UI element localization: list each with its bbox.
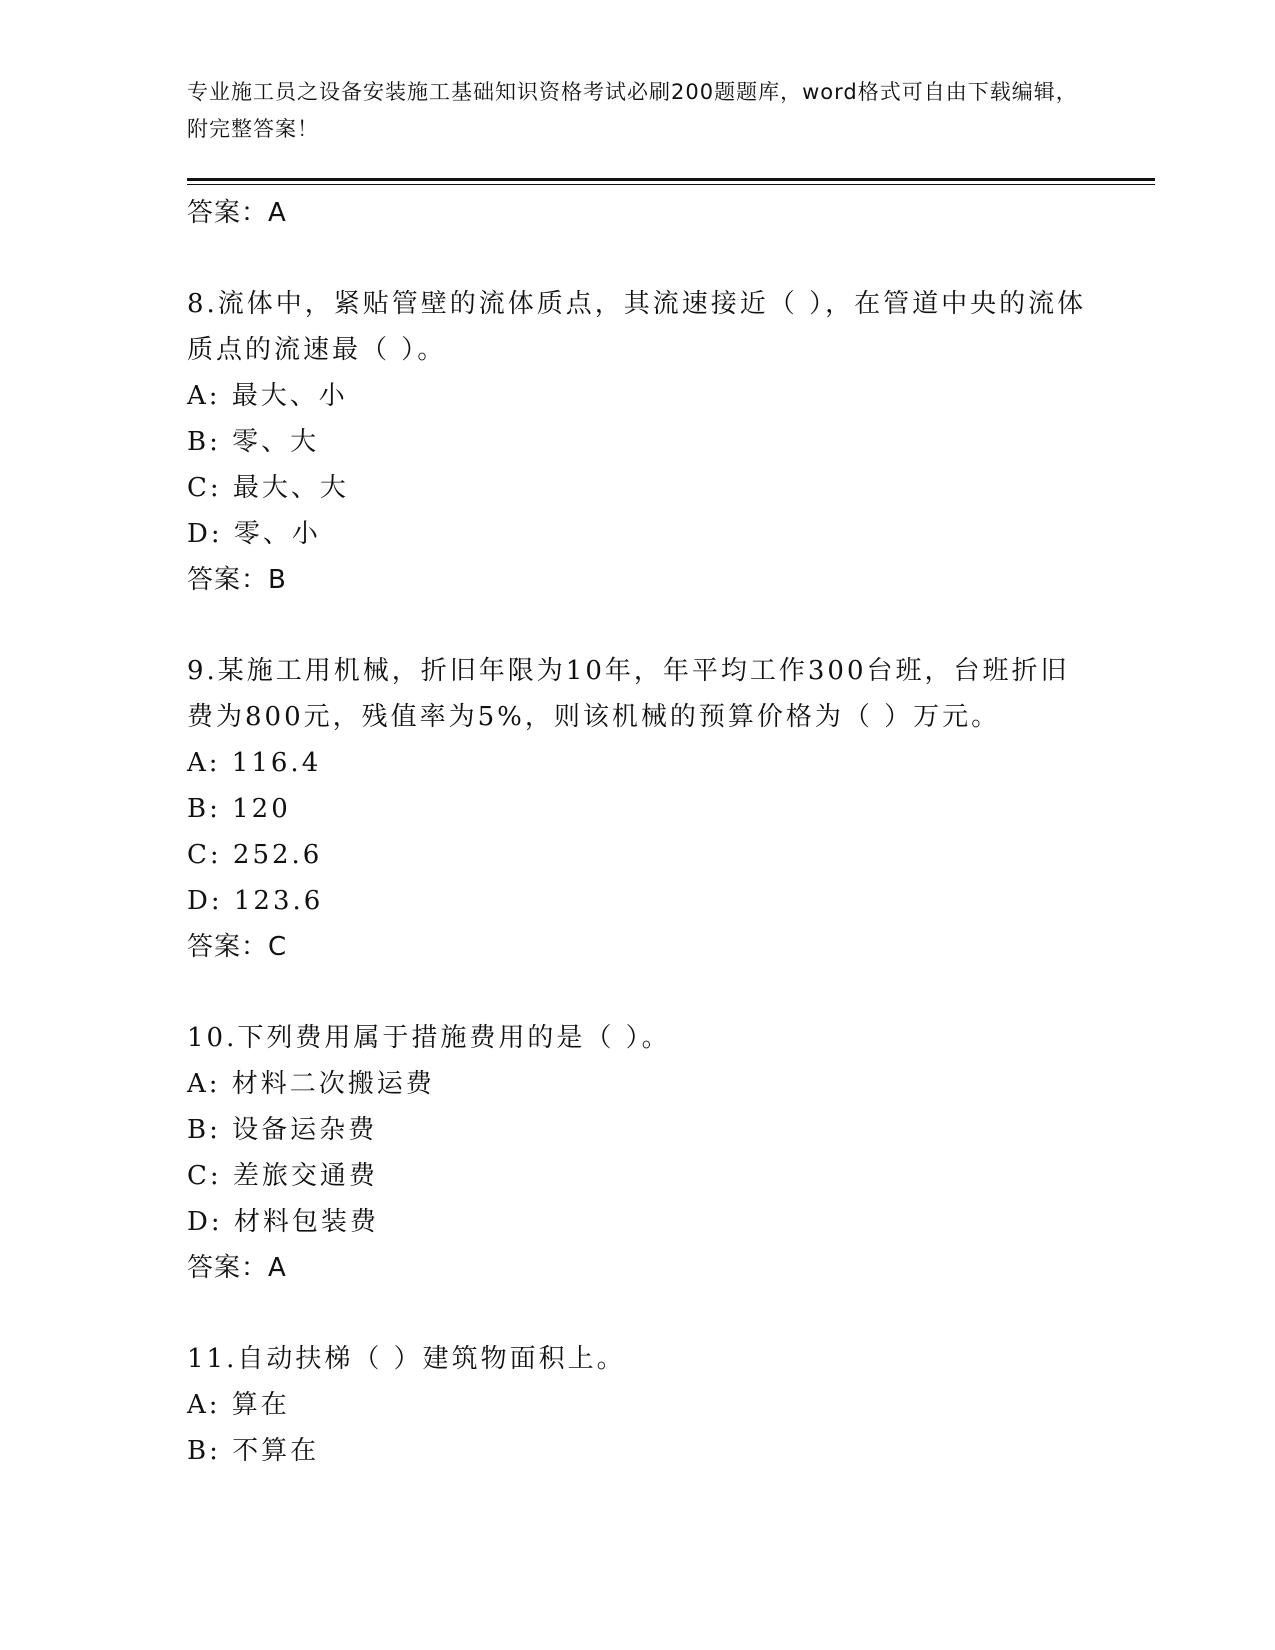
question-text: 9.某施工用机械，折旧年限为10年，年平均工作300台班，台班折旧费为800元，残值率为5%，则该机械的预算价格为（ ）万元。 [187, 656, 1070, 732]
option-c: C: 252.6 [187, 840, 323, 870]
answer-line: 答案：C [187, 932, 288, 962]
question-10 [187, 1015, 1087, 1291]
option-b: B: 设备运杂费 [187, 1115, 378, 1145]
option-a: A: 116.4 [187, 748, 322, 778]
option-d: D: 材料包装费 [187, 1207, 379, 1237]
option-d: D: 零、小 [187, 519, 321, 549]
question-8 [187, 281, 1087, 603]
option-b: B: 零、大 [187, 427, 320, 457]
question-11 [187, 1336, 1087, 1474]
option-c: C: 差旅交通费 [187, 1161, 378, 1191]
answer-line: 答案：A [187, 1253, 287, 1283]
header-rule-thick [187, 178, 1155, 181]
question-9 [187, 648, 1087, 970]
option-c: C: 最大、大 [187, 473, 349, 503]
question-text: 8.流体中，紧贴管壁的流体质点，其流速接近（ ），在管道中央的流体质点的流速最（ ）。 [187, 289, 1087, 365]
answer-line: 答案：A [187, 198, 287, 228]
document-body [187, 190, 1087, 1474]
option-a: A: 材料二次搬运费 [187, 1069, 435, 1099]
answer-line: 答案：B [187, 565, 287, 595]
question-text: 11.自动扶梯（ ）建筑物面积上。 [187, 1344, 626, 1374]
option-a: A: 最大、小 [187, 381, 348, 411]
option-d: D: 123.6 [187, 886, 324, 916]
document-header: 专业施工员之设备安装施工基础知识资格考试必刷200题题库，word格式可自由下载编辑，附完整答案！ [187, 80, 1078, 141]
question-text: 10.下列费用属于措施费用的是（ ）。 [187, 1023, 671, 1053]
option-a: A: 算在 [187, 1390, 290, 1420]
header-rule-thin [187, 184, 1155, 185]
option-b: B: 120 [187, 794, 291, 824]
option-b: B: 不算在 [187, 1436, 320, 1466]
